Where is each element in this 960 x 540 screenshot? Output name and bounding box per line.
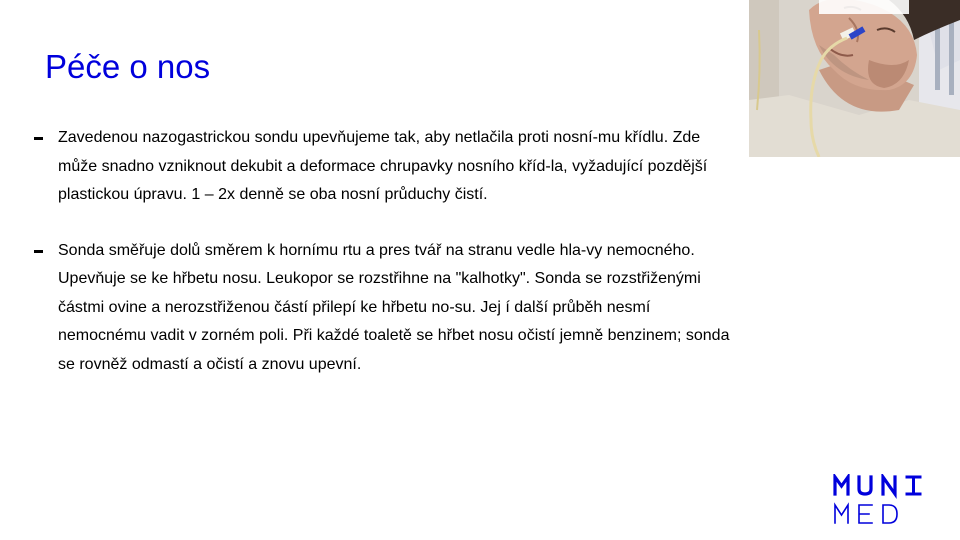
patient-nasogastric-tube-photo xyxy=(749,0,960,157)
bullet-item xyxy=(34,237,734,380)
bullet-text: Zavedenou nazogastrickou sondu upevňujeme tak, aby netlačila proti nosní-mu křídlu. Zde může snadno vzniknout dekubit a deformace chrupavky nosního kříd-la, vyžadující pozdější plastickou úpravu. 1 – 2x denně se oba nosní průduchy čistí. xyxy=(58,129,708,203)
bullet-item xyxy=(34,124,734,210)
slide-title: Péče o nos xyxy=(45,48,211,85)
bullet-dash-icon xyxy=(34,250,43,253)
muni-med-logo xyxy=(832,474,932,528)
bullet-text: Sonda směřuje dolů směrem k hornímu rtu a pres tvář na stranu vedle hla-vy nemocného. Upevňuje se ke hřbetu nosu. Leukopor se rozstřihne na "kalhotky". Sonda se rozstřiženými částmi ovine a nerozstřiženou částí přilepí ke hřbetu no-su. Jej í další průběh nesmí nemocnému vadit v zorném poli. Při každé toaletě se hřbet nosu očistí jemně benzinem; sonda se rovněž odmastí a očistí a znovu upevní. xyxy=(58,241,730,373)
bullet-list xyxy=(34,124,734,406)
bullet-dash-icon xyxy=(34,137,43,140)
